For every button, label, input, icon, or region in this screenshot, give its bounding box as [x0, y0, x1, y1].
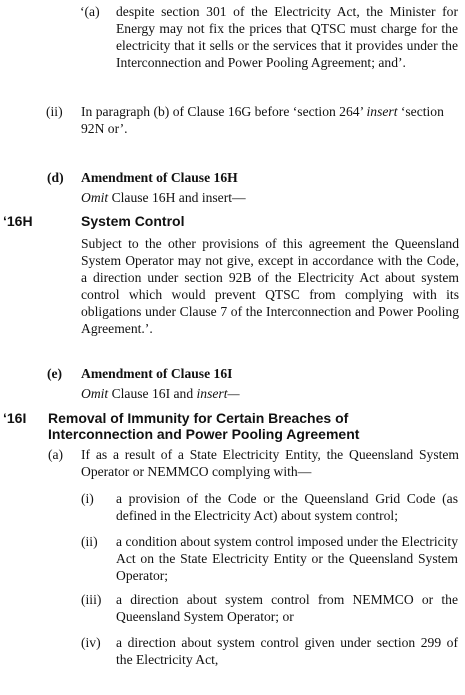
subitem-text: a provision of the Code or the Queensland Grid Code (as defined in the Electricity Act) about system control;: [116, 491, 458, 523]
amendment-e-heading: Amendment of Clause 16I: [81, 366, 233, 381]
clause-16h-title: System Control: [81, 213, 185, 229]
insert-word: insert—: [196, 386, 240, 401]
subclause-label-a: ‘(a): [80, 4, 100, 19]
subitem-label: (i): [81, 491, 94, 506]
amendment-e-instruction: Omit Clause 16I and insert—: [81, 386, 240, 401]
amendment-d-heading: Amendment of Clause 16H: [81, 170, 238, 185]
paragraph-label-a: (a): [48, 447, 64, 462]
clause-16i-title-line1: Removal of Immunity for Certain Breaches of: [48, 410, 349, 426]
subitem-text: a condition about system control imposed under the Electricity Act on the State Electricity Entity or the Queensland System Operator;: [116, 534, 458, 583]
subitem-text: a direction about system control given under section 299 of the Electricity Act,: [116, 635, 458, 667]
subitem-text: a direction about system control from NEMMCO or the Queensland System Operator; or: [116, 592, 458, 624]
item-ii-pre: In paragraph (b) of Clause 16G before ‘section 264’: [81, 104, 367, 119]
clause-16i-title-line2: Interconnection and Power Pooling Agreement: [48, 426, 360, 442]
omit-word: Omit: [81, 190, 109, 205]
subclause-a-text: despite section 301 of the Electricity Act, the Minister for Energy may not fix the prices that QTSC must charge for the electricity that it sells or the services that it provides under the Interconnection and Power Pooling Agreement; and’.: [116, 4, 458, 70]
clause-16h-number: ‘16H: [3, 213, 33, 229]
paragraph-a-text: If as a result of a State Electricity Entity, the Queensland System Operator or NEMMCO complying with—: [81, 447, 459, 479]
item-label-ii: (ii): [46, 104, 63, 119]
item-ii-post: ‘section 92N or’.: [81, 104, 444, 136]
subitem-label: (ii): [81, 534, 98, 549]
omit-word: Omit: [81, 386, 109, 401]
amendment-d-instruction: Omit Clause 16H and insert—: [81, 190, 246, 205]
clause-16i-number: ‘16I: [3, 410, 27, 426]
item-ii-text: [81, 103, 461, 137]
clause-16h-body: Subject to the other provisions of this agreement the Queensland System Operator may not give, except in accordance with the Code, a direction under section 92B of the Electricity Act about system control which would prevent QTSC from complying with its obligations under Clause 7 of the Interconnection and Power Pooling Agreement.’.: [81, 236, 459, 336]
subitem-label: (iii): [81, 592, 102, 607]
subitem-label: (iv): [81, 635, 101, 650]
amendment-label-d: (d): [47, 170, 64, 185]
amendment-label-e: (e): [47, 366, 63, 381]
item-ii-insert: insert: [366, 104, 398, 119]
